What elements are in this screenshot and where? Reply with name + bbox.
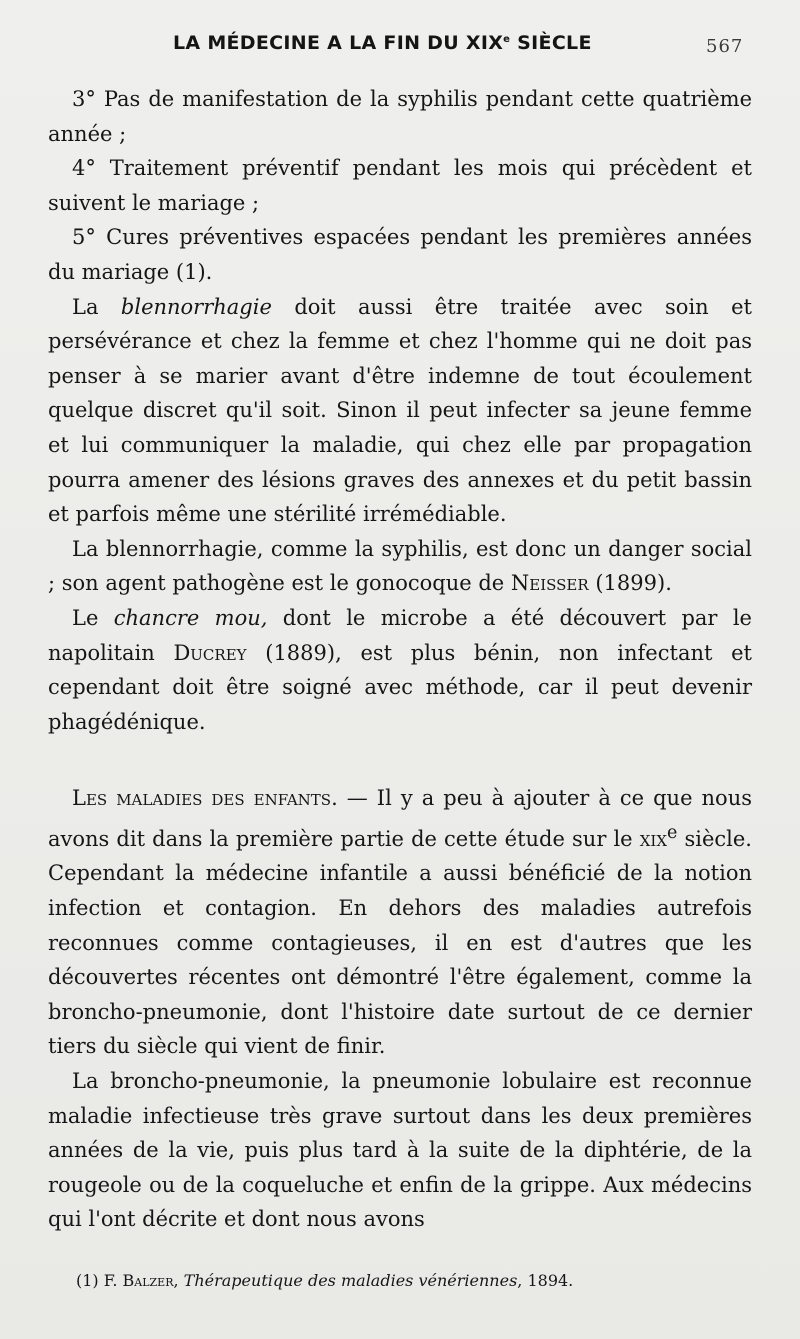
text-run: La [72,294,121,319]
paragraph-blennorrhagie [48,290,752,532]
section-spacer [48,739,752,781]
text-run: siècle. Cependant la médecine infantile a aussi bénéficié de la notion infection et contagion. En dehors des maladies autrefois reconnues comme contagieuses, il en est d'autres que les découvertes récentes ont démontré l'être également, comme la broncho-pneumonie, dont l'histoire date surtout de ce dernier tiers du siècle qui vient de finir. [48,826,752,1059]
paragraph-condition-5: 5° Cures préventives espacées pendant les premières années du mariage (1). [48,225,752,284]
footnote-marker: (1) F. [76,1271,123,1290]
paragraph-chancre-mou [48,601,752,739]
footnote-title: Thérapeutique des maladies vénériennes [183,1271,518,1290]
text-run: — Il y a peu à ajouter à ce que nous avons dit dans la première partie de cette étude sur le [48,786,752,851]
paragraph-condition-3: 3° Pas de manifestation de la syphilis pendant cette quatrième année ; [48,87,752,146]
footnote [76,1271,756,1291]
paragraph-condition-4: 4° Traitement préventif pendant les mois qui précèdent et suivent le mariage ; [48,156,752,215]
text-run: doit aussi être traitée avec soin et persévérance et chez la femme et chez l'homme qui ne doit pas penser à se marier avant d'être indemne de tout écoulement quelque discret qu'il soit. Sinon il peut infecter sa jeune femme et lui communiquer la maladie, qui chez elle par propagation pourra amener des lésions graves des annexes et du petit bassin et parfois même une stérilité irrémédiable. [48,294,752,527]
text-run: (1889), est plus bénin, non infectant et cependant doit être soigné avec méthode, car il peut devenir phagédénique. [48,640,752,734]
section-heading: Les maladies des enfants. [72,786,338,811]
running-title [173,32,592,54]
running-title-main: LA MÉDECINE A LA FIN DU XIX [173,32,504,54]
text-run: dont le microbe a été découvert par le napolitain [48,605,752,665]
century-numeral: xix [639,826,668,851]
century-superscript: e [667,822,678,843]
person-name: Neisser [510,571,589,596]
italic-term: blennorrhagie [120,294,272,319]
body-text [48,82,752,1237]
italic-term: chancre mou, [113,605,268,630]
text-run: La blennorrhagie, comme la syphilis, est donc un danger social ; son agent pathogène est le gonocoque de [48,536,752,596]
text-run: , [173,1271,184,1290]
text-run: (1899). [588,571,672,596]
running-title-end: SIÈCLE [510,32,592,54]
page-number: 567 [706,36,744,57]
paragraph-broncho-pneumonie: La broncho-pneumonie, la pneumonie lobulaire est reconnue maladie infectieuse très grave surtout dans les deux premières années de la vie, puis plus tard à la suite de la diphtérie, de la rougeole ou de la coqueluche et enfin de la grippe. Aux médecins qui l'ont décrite et dont nous avons [48,1069,752,1232]
running-title-superscript: e [503,34,511,45]
paragraph-maladies-enfants [48,781,752,1064]
person-name: Ducrey [173,640,247,665]
paragraph-danger-social [48,532,752,601]
footnote-year: , 1894. [517,1271,574,1290]
page-header [0,30,800,64]
text-run: Le [72,605,114,630]
footnote-author: Balzer [122,1271,174,1290]
